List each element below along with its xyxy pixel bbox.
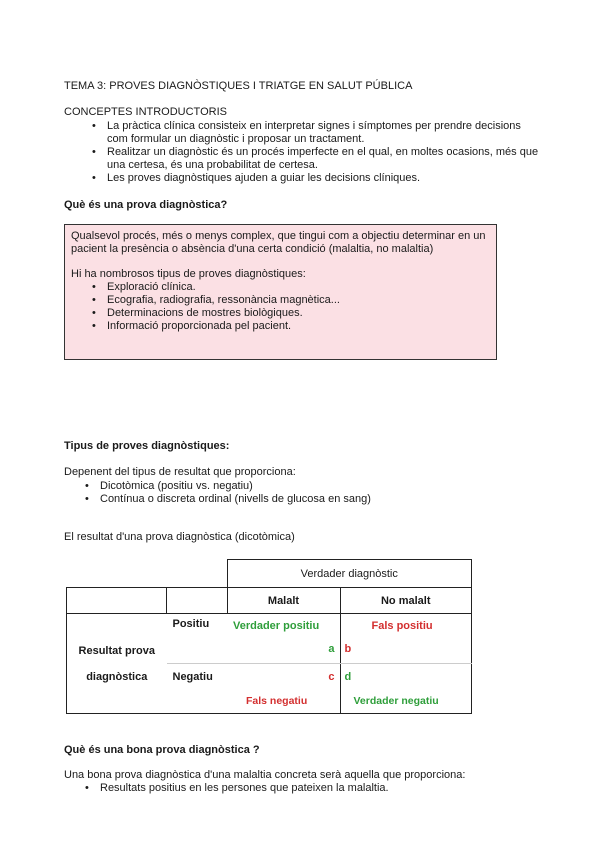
types-intro: Hi ha nombrosos tipus de proves diagnòstiques:: [71, 268, 306, 280]
row-label-test-result: Resultat prova diagnòstica: [67, 614, 167, 714]
good-test-bullets: [100, 782, 389, 795]
intro-bullet-list: [107, 120, 557, 185]
cell-true-positive: Verdader positiu a: [227, 614, 340, 664]
definition-line: Qualsevol procés, més o menys complex, que tingui com a objectiu determinar en un: [71, 230, 486, 242]
section-heading-good-test: Què és una bona prova diagnòstica ?: [64, 744, 260, 756]
diagnostic-table: [66, 559, 472, 714]
cell-false-positive: Fals positiu b: [340, 614, 472, 664]
column-header-sick: Malalt: [227, 588, 340, 614]
types-section-bullets: [100, 480, 371, 506]
list-item: • Les proves diagnòstiques ajuden a guiar les decisions clíniques.: [107, 172, 557, 185]
section-heading-what-is: Què és una prova diagnòstica?: [64, 199, 228, 211]
result-caption: El resultat d'una prova diagnòstica (dicotòmica): [64, 531, 295, 543]
list-item: • Resultats positius en les persones que pateixen la malaltia.: [100, 782, 389, 795]
list-item: • Determinacions de mostres biològiques.: [107, 307, 340, 320]
intro-heading: CONCEPTES INTRODUCTORIS: [64, 106, 227, 118]
good-test-intro: Una bona prova diagnòstica d'una malaltia concreta serà aquella que proporciona:: [64, 769, 466, 781]
table-header-true-diagnosis: Verdader diagnòstic: [227, 560, 472, 588]
column-header-not-sick: No malalt: [340, 588, 472, 614]
cell-false-negative: c Fals negatiu: [227, 664, 340, 714]
cell-true-negative: d Verdader negatiu: [340, 664, 472, 714]
list-item: • Ecografia, radiografia, ressonància magnètica...: [107, 294, 340, 307]
list-item: • Realitzar un diagnòstic és un procés imperfecte en el qual, en moltes ocasions, més que una certesa, és una probabilitat de certesa.: [107, 146, 557, 172]
document-title: TEMA 3: PROVES DIAGNÒSTIQUES I TRIATGE EN SALUT PÚBLICA: [64, 80, 413, 92]
list-item: • Informació proporcionada pel pacient.: [107, 320, 340, 333]
types-list: [107, 281, 340, 333]
section-heading-types: Tipus de proves diagnòstiques:: [64, 440, 230, 452]
definition-line: pacient la presència o absència d'una certa condició (malaltia, no malaltia): [71, 243, 434, 255]
row-label-negative: Negatiu: [167, 664, 228, 714]
list-item: • Dicotòmica (positiu vs. negatiu): [100, 480, 371, 493]
row-label-positive: Positiu: [167, 614, 228, 664]
types-section-intro: Depenent del tipus de resultat que proporciona:: [64, 466, 296, 478]
list-item: • La pràctica clínica consisteix en interpretar signes i símptomes per prendre decisions com formular un diagnòstic i proposar un tractament.: [107, 120, 557, 146]
definition-callout-box: [64, 224, 497, 360]
list-item: • Contínua o discreta ordinal (nivells de glucosa en sang): [100, 493, 371, 506]
list-item: • Exploració clínica.: [107, 281, 340, 294]
